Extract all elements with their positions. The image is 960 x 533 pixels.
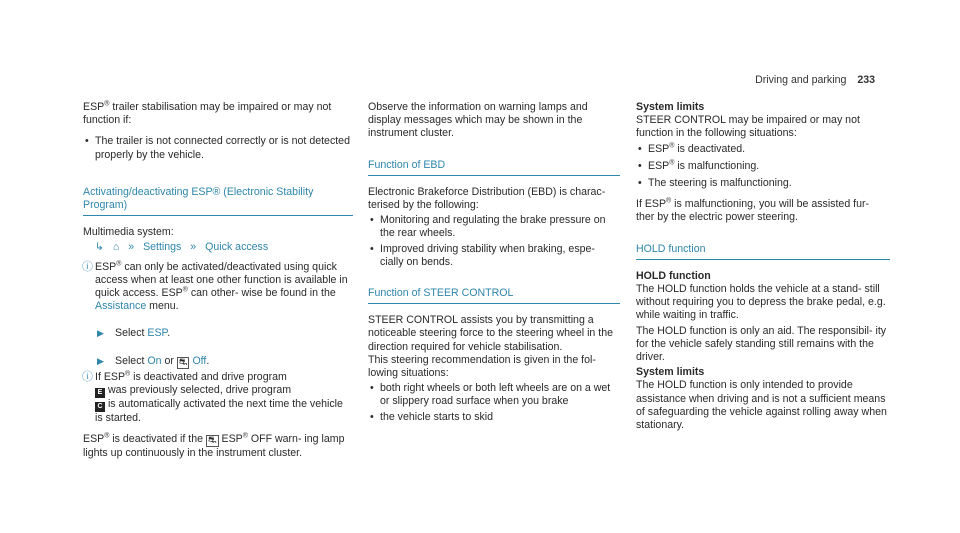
steer-text-1: STEER CONTROL assists you by transmitting a noticeable steering force to the steering wheel in the direction required for vehicle stabilisation. xyxy=(368,314,613,353)
list-item: • The steering is malfunctioning. xyxy=(638,177,792,190)
warning-intro: Observe the information on warning lamps and display messages which may be shown in the instrument cluster. xyxy=(368,101,588,140)
trailer-bullets xyxy=(83,135,353,161)
limits-text: STEER CONTROL may be impaired or may not function in the following situations: xyxy=(636,114,860,140)
step-arrow-icon: ▶ xyxy=(97,355,104,366)
nav-settings[interactable]: Settings xyxy=(143,241,182,254)
steer-bullets xyxy=(368,382,620,424)
list-item: • the vehicle starts to skid xyxy=(370,410,494,423)
list-item: • Monitoring and regulating the brake pressure on the rear wheels. xyxy=(370,214,606,240)
list-item: • ESP® is deactivated. xyxy=(638,142,746,155)
hold-subheading: HOLD function xyxy=(636,269,711,282)
hold-text-2: The HOLD function is only an aid. The responsibil- ity for the vehicle safely standing still remains with the driver. xyxy=(636,324,887,364)
column-3 xyxy=(636,101,890,440)
section-heading-ebd: Function of EBD xyxy=(368,159,620,176)
chevron-icon: » xyxy=(128,241,135,254)
esp-off-icon: ⛐ xyxy=(178,356,188,368)
hold-text-3: The HOLD function is only intended to provide assistance when driving and is not a sufficient means of safeguarding the vehicle against rolling away when stationary. xyxy=(636,379,887,432)
chevron-icon: » xyxy=(190,241,197,254)
section-heading-steer-control: Function of STEER CONTROL xyxy=(368,287,620,304)
esp-off-icon: ⛐ xyxy=(207,435,217,447)
section-heading-hold: HOLD function xyxy=(636,243,890,260)
off-option[interactable]: Off xyxy=(192,354,207,367)
multimedia-label: Multimedia system: xyxy=(83,226,174,239)
step-arrow-icon: ▶ xyxy=(97,328,104,339)
trailer-intro: ESP® trailer stabilisation may be impaired or may not function if: xyxy=(83,100,332,127)
section-heading-esp: Activating/deactivating ESP® (Electronic Stability Program) xyxy=(83,186,353,216)
drive-program-e-icon: E xyxy=(95,388,105,398)
step-select-esp: ▶ Select ESP. xyxy=(97,327,171,340)
note-drive-program: ⓘ If ESP® is deactivated and drive program E was previously selected, drive program C is automatically activated the next time the vehicle is started. xyxy=(82,370,343,424)
nav-arrow-icon: ↳ xyxy=(95,241,104,254)
list-item: • both right wheels or both left wheels are on a wet or slippery road surface when you brake xyxy=(370,382,611,408)
ebd-bullets xyxy=(368,214,620,269)
assistance-link[interactable]: Assistance xyxy=(95,300,147,313)
esp-malfunction-text: If ESP® is malfunctioning, you will be assisted fur- ther by the electric power steering. xyxy=(636,197,870,224)
home-icon[interactable]: ⌂ xyxy=(112,241,120,254)
column-2 xyxy=(368,101,620,432)
nav-quick-access[interactable]: Quick access xyxy=(205,241,269,254)
hold-system-limits-heading: System limits xyxy=(636,366,705,379)
steer-text-2: This steering recommendation is given in the fol- lowing situations: xyxy=(368,353,596,380)
info-icon: ⓘ xyxy=(82,260,93,273)
hold-text-1: The HOLD function holds the vehicle at a stand- still without requiring you to depress the brake pedal, e.g. while waiting in traffic. xyxy=(636,283,886,322)
note-quick-access: ⓘ ESP® can only be activated/deactivated using quick access when at least one other function is available in quick access. ESP® can other- wise be found in the Assistance menu. xyxy=(82,260,348,313)
page-number: 233 xyxy=(857,74,875,86)
limits-bullets xyxy=(636,143,890,191)
list-item: • The trailer is not connected correctly or is not detected properly by the vehicle. xyxy=(85,135,350,161)
ebd-text: Electronic Brakeforce Distribution (EBD) is charac- terised by the following: xyxy=(368,185,606,212)
system-limits-heading: System limits xyxy=(636,101,705,113)
list-item: • ESP® is malfunctioning. xyxy=(638,159,760,172)
column-1 xyxy=(83,101,353,468)
on-option[interactable]: On xyxy=(147,354,162,367)
list-item: • Improved driving stability when braking, espe- cially on bends. xyxy=(370,242,595,268)
header-title: Driving and parking xyxy=(755,74,847,86)
drive-program-c-icon: C xyxy=(95,402,105,412)
esp-off-warning: ESP® is deactivated if the ⛐ ESP® OFF warn- ing lamp lights up continuously in the instrument cluster. xyxy=(83,432,345,460)
step-select-on-off: ▶ Select On or ⛐ Off. xyxy=(97,354,210,368)
page-header xyxy=(755,74,875,87)
esp-option[interactable]: ESP xyxy=(147,327,168,340)
navigation-path xyxy=(83,241,353,254)
info-icon: ⓘ xyxy=(82,370,93,383)
